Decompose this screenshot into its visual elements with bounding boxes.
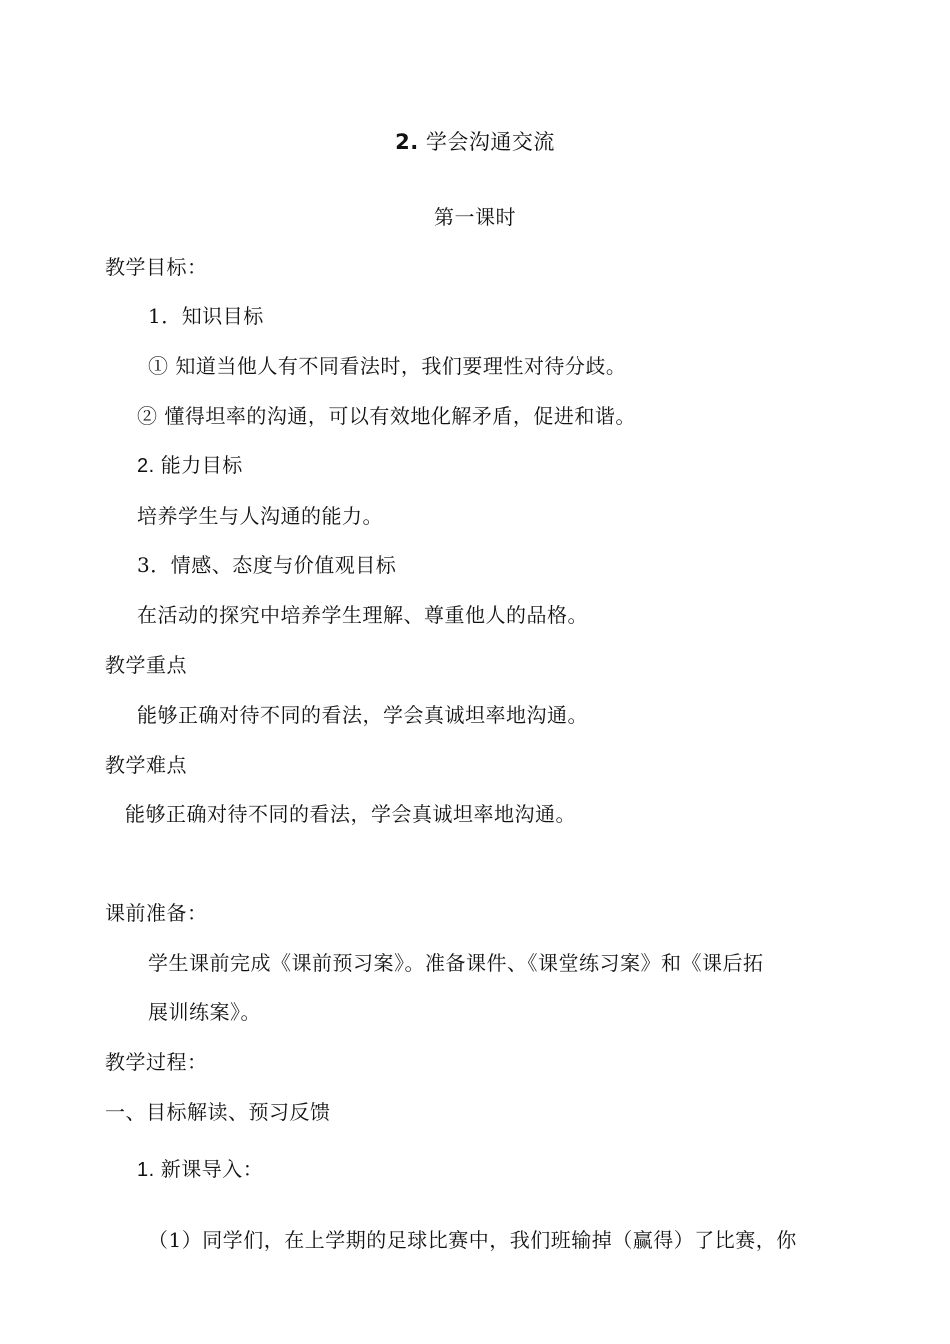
key-points-text: 能够正确对待不同的看法，学会真诚坦率地沟通。 bbox=[137, 703, 588, 727]
section-heading-preparation: 课前准备： bbox=[105, 901, 208, 925]
title-text: 学会沟通交流 bbox=[425, 130, 555, 154]
objective-emotion-text: 在活动的探究中培养学生理解、尊重他人的品格。 bbox=[137, 603, 588, 627]
lesson-period-subtitle: 第一课时 bbox=[434, 205, 516, 229]
intro-paragraph-line-1: （1）同学们，在上学期的足球比赛中，我们班输掉（赢得）了比赛，你 bbox=[148, 1228, 797, 1252]
section-heading-key-points: 教学重点 bbox=[105, 653, 187, 677]
objective-knowledge-heading: 1．知识目标 bbox=[148, 304, 264, 328]
preparation-text-line-2: 展训练案》。 bbox=[148, 1000, 261, 1024]
objective-knowledge-item-2: ② 懂得坦率的沟通，可以有效地化解矛盾，促进和谐。 bbox=[137, 404, 636, 428]
preparation-text-line-1: 学生课前完成《课前预习案》。准备课件、《课堂练习案》和《课后拓 bbox=[148, 951, 764, 975]
section-heading-objectives: 教学目标： bbox=[105, 255, 208, 279]
objective-ability-heading: 2. 能力目标 bbox=[137, 455, 243, 477]
difficulties-text: 能够正确对待不同的看法，学会真诚坦率地沟通。 bbox=[125, 802, 576, 826]
document-title bbox=[0, 128, 950, 156]
section-heading-difficulties: 教学难点 bbox=[105, 753, 187, 777]
objective-emotion-heading: 3．情感、态度与价值观目标 bbox=[137, 553, 397, 577]
new-lesson-intro-heading: 1. 新课导入： bbox=[137, 1159, 264, 1181]
title-number: 2. bbox=[395, 130, 419, 154]
section-heading-process: 教学过程： bbox=[105, 1050, 208, 1074]
process-step-1-heading: 一、目标解读、预习反馈 bbox=[105, 1100, 331, 1124]
objective-ability-text: 培养学生与人沟通的能力。 bbox=[137, 504, 383, 528]
objective-knowledge-item-1: ① 知道当他人有不同看法时，我们要理性对待分歧。 bbox=[148, 354, 627, 378]
